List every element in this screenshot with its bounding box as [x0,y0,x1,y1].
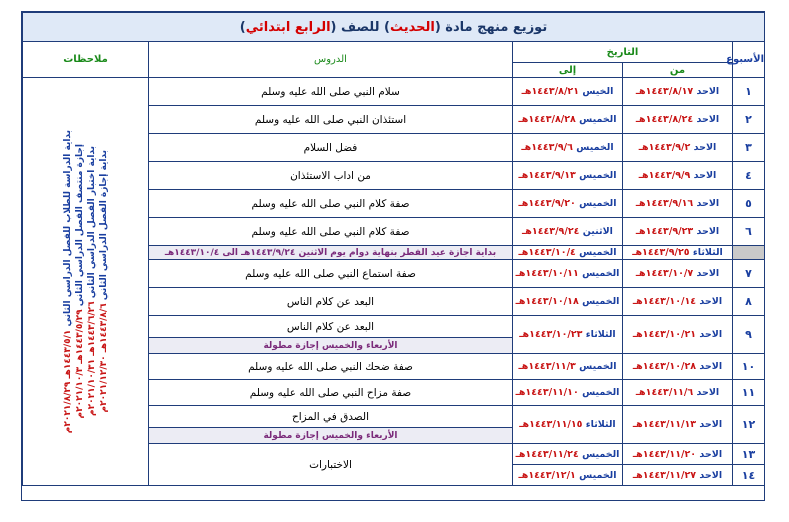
week-number: ٨ [733,288,765,316]
note-text: بداية الدراسة للطلاب للفصل الدراسي الثاني [62,129,73,327]
hijri-date: ١٤٤٣/١٠/٤هـ [518,247,576,258]
lesson-title: صفة كلام النبي صلى الله عليه وسلم [149,190,513,218]
hijri-date: ١٤٤٣/١٢/١هـ [518,469,576,481]
hijri-date: ١٤٤٣/٩/١٦هـ [635,198,694,209]
week-number: ٧ [733,260,765,288]
day-name: الخميس [579,114,617,125]
from-date [623,354,733,380]
note-text: إجازة منتصف الفصل الدراسي الثاني [74,144,85,307]
header-row [23,42,765,63]
lesson-title: صفة ضحك النبي صلى الله عليه وسلم [149,354,513,380]
from-date [623,218,733,246]
day-name: الاحد [696,86,720,97]
hijri-date: ١٤٤٣/٩/٦هـ [521,142,573,153]
to-date [513,218,623,246]
lesson-title: صفة استماع النبي صلى الله عليه وسلم [149,260,513,288]
to-date [513,78,623,106]
to-date [513,246,623,260]
lesson-title: فضل السلام [149,134,513,162]
week-number: ١١ [733,380,765,406]
hijri-date: ١٤٤٣/١١/٢٠هـ [632,448,697,460]
day-name: الاحد [696,226,720,237]
day-name: الخميس [582,268,620,279]
from-date [623,316,733,354]
from-date [623,134,733,162]
to-date [513,260,623,288]
hijri-date: ١٤٤٣/٨/٢٤هـ [635,114,694,125]
day-name: الاحد [699,296,723,307]
hijri-date: ١٤٤٣/١٠/١١هـ [515,268,579,279]
note-date: ١٤٤٣/٨/٦هـ ٢٠٢١/١٢/٣٠م [98,303,109,413]
hijri-date: ١٤٤٣/١١/١٣هـ [632,419,697,430]
week-number: ٤ [733,162,765,190]
curriculum-table [22,12,765,486]
note-item [63,130,73,433]
week-number: ٥ [733,190,765,218]
hijri-date: ١٤٤٣/١١/٢٧هـ [632,469,697,481]
hijri-date: ١٤٤٣/١٠/٢٣هـ [519,329,583,340]
lesson-title: البعد عن كلام الناس [149,288,513,316]
day-name: الخميس [579,170,617,181]
day-name: الخميس [579,361,617,372]
week-number: ١٣ [733,444,765,465]
note-item [75,144,85,418]
hijri-date: ١٤٤٣/١١/٣هـ [518,361,576,372]
holiday-note: بداية اجازة عيد الفطر بنهاية دوام يوم الاثنين ١٤٤٣/٩/٢٤هـ الى ١٤٤٣/١٠/٤هـ [149,246,513,260]
table-row [23,78,765,106]
day-name: الاحد [693,142,717,153]
lessons-header: الدروس [149,42,513,78]
lesson-title: البعد عن كلام الناس [149,316,513,338]
to-date [513,380,623,406]
notes-header: ملاحظات [23,42,149,78]
hijri-date: ١٤٤٣/١٠/١٨هـ [515,296,579,307]
day-name: الاثنين [582,226,613,237]
hijri-date: ١٤٤٣/٨/٢١هـ [521,86,580,97]
lesson-title: من اداب الاستئذان [149,162,513,190]
title-prefix: توزيع منهج مادة ( [434,19,548,35]
hijri-date: ١٤٤٣/١٠/٢٨هـ [632,361,697,372]
week-number: ٣ [733,134,765,162]
day-name: الاحد [699,361,723,372]
title-middle: ) للصف ( [330,19,390,35]
day-name: الاحد [696,114,720,125]
day-name: الاحد [693,170,717,181]
note-text: بداية اختبار الفصل الدراسي الثاني [86,146,97,299]
notes-list [23,130,148,433]
lesson-title: الصدق في المزاح [149,406,513,428]
to-date [513,190,623,218]
notes-cell [23,78,149,486]
week-number: ١٠ [733,354,765,380]
hijri-date: ١٤٤٣/٩/٢٣هـ [635,226,694,237]
day-name: الاحد [696,268,720,279]
lesson-title: صفة كلام النبي صلى الله عليه وسلم [149,218,513,246]
hijri-date: ١٤٤٣/٩/٢٠هـ [518,198,576,209]
day-name: الاحد [699,329,723,340]
holiday-note: الأربعاء والخميس إجازة مطولة [149,428,513,444]
hijri-date: ١٤٤٣/١٠/١٤هـ [632,296,697,307]
to-date [513,288,623,316]
note-item [87,146,97,416]
from-date [623,380,733,406]
week-number: ٦ [733,218,765,246]
from-date [623,78,733,106]
title-row [23,13,765,42]
day-name: الخميس [579,469,617,481]
week-number: ٩ [733,316,765,354]
week-number: ٢ [733,106,765,134]
week-number: ١٢ [733,406,765,444]
day-name: الاحد [696,198,720,209]
day-name: الخميس [582,387,620,398]
week-header: الأسبوع [733,42,765,78]
to-date [513,444,623,465]
from-date [623,444,733,465]
hijri-date: ١٤٤٣/٩/٢هـ [638,142,691,153]
hijri-date: ١٤٤٣/٩/٢٤هـ [522,226,580,237]
note-date: ١٤٤٣/٦/٢٦هـ ٢٠٢١/١٠/٣١م [86,301,97,417]
day-name: الخميس [582,448,620,460]
to-date [513,465,623,486]
day-name: الخميس [579,198,617,209]
to-date [513,106,623,134]
lesson-title: سلام النبي صلى الله عليه وسلم [149,78,513,106]
hijri-date: ١٤٤٣/٨/٢٨هـ [518,114,576,125]
week-number: ١٤ [733,465,765,486]
date-header: التاريخ [513,42,733,63]
from-date [623,465,733,486]
hijri-date: ١٤٤٣/٩/٩هـ [638,170,691,181]
to-date [513,316,623,354]
to-date [513,134,623,162]
hijri-date: ١٤٤٣/١١/١٠هـ [515,387,579,398]
hijri-date: ١٤٤٣/٨/١٧هـ [635,86,694,97]
exams-cell: الاختبارات [149,444,513,486]
to-date [513,406,623,444]
from-date [623,260,733,288]
page-title [23,13,765,42]
hijri-date: ١٤٤٣/١١/٦هـ [635,387,694,398]
distribution-sheet [22,12,764,500]
lesson-title: صفة مزاح النبي صلى الله عليه وسلم [149,380,513,406]
day-name: الثلاثاء [692,247,723,258]
from-date [623,190,733,218]
title-subject: الحديث [389,19,435,35]
from-date [623,106,733,134]
from-date [623,162,733,190]
title-grade: الرابع ابتدائي [245,19,331,35]
holiday-note: الأربعاء والخميس إجازة مطولة [149,338,513,354]
note-text: بداية إجازة الفصل الدراسي الثاني [98,150,109,301]
lesson-title: استئذان النبي صلى الله عليه وسلم [149,106,513,134]
day-name: الخميس [582,296,620,307]
note-item [99,150,109,413]
note-date: ١٤٤٣/٥/٢٩هـ ٢٠٢١/١٠/٣م [74,309,85,419]
day-name: الخميس [576,142,614,153]
hijri-date: ١٤٤٣/٩/١٣هـ [518,170,576,181]
note-date: ١٤٤٣/٥/١هـ ٢٠٢١/٨/٢٩م [62,329,73,434]
title-suffix: ) [239,19,246,35]
day-name: الاحد [699,419,723,430]
hijri-date: ١٤٤٣/١٠/٧هـ [635,268,694,279]
day-name: الاحد [699,469,723,481]
to-date [513,354,623,380]
from-date [623,406,733,444]
week-number: ١ [733,78,765,106]
to-header: إلى [513,63,623,78]
day-name: الخميس [579,247,617,258]
day-name: الخيس [582,86,614,97]
day-name: الثلاثاء [585,419,616,430]
day-name: الثلاثاء [585,329,616,340]
from-date [623,288,733,316]
day-name: الاحد [696,387,720,398]
day-name: الاحد [699,448,723,460]
hijri-date: ١٤٤٣/١١/٢٤هـ [515,448,579,460]
from-header: من [623,63,733,78]
holiday-week-cell [733,246,765,260]
hijri-date: ١٤٤٣/٩/٢٥هـ [632,247,690,258]
to-date [513,162,623,190]
from-date [623,246,733,260]
hijri-date: ١٤٤٣/١٠/٢١هـ [632,329,697,340]
hijri-date: ١٤٤٣/١١/١٥هـ [519,419,583,430]
